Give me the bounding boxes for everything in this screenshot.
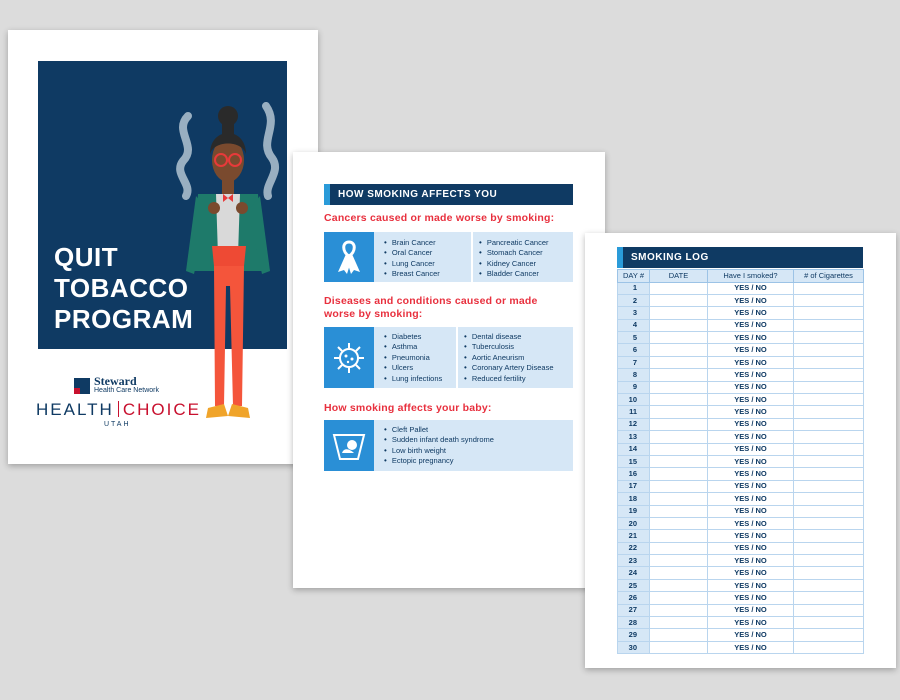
date-cell[interactable] bbox=[650, 332, 708, 344]
smoked-cell[interactable]: YES / NO bbox=[708, 394, 794, 406]
cigarettes-cell[interactable] bbox=[794, 356, 864, 368]
list-item: • Breast Cancer bbox=[384, 269, 440, 279]
table-row bbox=[618, 381, 864, 393]
cigarettes-cell[interactable] bbox=[794, 332, 864, 344]
day-number: 8 bbox=[618, 369, 650, 381]
smoked-cell[interactable]: YES / NO bbox=[708, 555, 794, 567]
cigarettes-cell[interactable] bbox=[794, 629, 864, 641]
list-item: • Pneumonia bbox=[384, 353, 442, 363]
table-row bbox=[618, 443, 864, 455]
cigarettes-cell[interactable] bbox=[794, 530, 864, 542]
date-cell[interactable] bbox=[650, 344, 708, 356]
table-row bbox=[618, 356, 864, 368]
smoked-cell[interactable]: YES / NO bbox=[708, 369, 794, 381]
log-header bbox=[617, 247, 863, 268]
list-item: • Reduced fertility bbox=[464, 374, 554, 384]
day-number: 27 bbox=[618, 604, 650, 616]
brand-state: UTAH bbox=[104, 421, 131, 428]
cigarettes-cell[interactable] bbox=[794, 394, 864, 406]
day-number: 23 bbox=[618, 555, 650, 567]
date-cell[interactable] bbox=[650, 517, 708, 529]
date-cell[interactable] bbox=[650, 505, 708, 517]
table-row bbox=[618, 517, 864, 529]
table-row bbox=[618, 641, 864, 653]
day-number: 14 bbox=[618, 443, 650, 455]
smoked-cell[interactable]: YES / NO bbox=[708, 319, 794, 331]
day-number: 2 bbox=[618, 294, 650, 306]
cigarettes-cell[interactable] bbox=[794, 542, 864, 554]
date-cell[interactable] bbox=[650, 641, 708, 653]
cover-page bbox=[8, 30, 318, 464]
table-row bbox=[618, 617, 864, 629]
smoked-cell[interactable]: YES / NO bbox=[708, 542, 794, 554]
list-item: • Brain Cancer bbox=[384, 238, 440, 248]
day-number: 22 bbox=[618, 542, 650, 554]
day-number: 13 bbox=[618, 431, 650, 443]
date-cell[interactable] bbox=[650, 418, 708, 430]
brand-health: HEALTH bbox=[36, 400, 114, 419]
smoked-cell[interactable]: YES / NO bbox=[708, 629, 794, 641]
list-item: • Oral Cancer bbox=[384, 248, 440, 258]
day-number: 9 bbox=[618, 381, 650, 393]
cigarettes-cell[interactable] bbox=[794, 418, 864, 430]
section-heading: Diseases and conditions caused or made worse by smoking: bbox=[324, 295, 538, 320]
table-row bbox=[618, 505, 864, 517]
smoked-cell[interactable]: YES / NO bbox=[708, 604, 794, 616]
ribbon-icon bbox=[324, 232, 374, 282]
table-row bbox=[618, 629, 864, 641]
date-cell[interactable] bbox=[650, 369, 708, 381]
table-row bbox=[618, 493, 864, 505]
date-cell[interactable] bbox=[650, 282, 708, 294]
smoked-cell[interactable]: YES / NO bbox=[708, 468, 794, 480]
health-choice-logo bbox=[36, 400, 201, 420]
cigarettes-cell[interactable] bbox=[794, 344, 864, 356]
diseases-box bbox=[324, 327, 573, 388]
baby-box bbox=[324, 420, 573, 471]
smoked-cell[interactable]: YES / NO bbox=[708, 294, 794, 306]
cigarettes-cell[interactable] bbox=[794, 431, 864, 443]
log-header-label: SMOKING LOG bbox=[631, 252, 709, 263]
smoked-cell[interactable]: YES / NO bbox=[708, 505, 794, 517]
day-number: 30 bbox=[618, 641, 650, 653]
cancer-list-1 bbox=[384, 238, 440, 280]
cigarettes-cell[interactable] bbox=[794, 406, 864, 418]
day-number: 3 bbox=[618, 307, 650, 319]
day-number: 19 bbox=[618, 505, 650, 517]
table-row bbox=[618, 431, 864, 443]
list-item: • Kidney Cancer bbox=[479, 259, 549, 269]
cigarettes-cell[interactable] bbox=[794, 604, 864, 616]
cigarettes-cell[interactable] bbox=[794, 319, 864, 331]
table-row bbox=[618, 418, 864, 430]
smoked-cell[interactable]: YES / NO bbox=[708, 307, 794, 319]
date-cell[interactable] bbox=[650, 319, 708, 331]
date-cell[interactable] bbox=[650, 530, 708, 542]
list-item: • Lung Cancer bbox=[384, 259, 440, 269]
smoked-cell[interactable]: YES / NO bbox=[708, 493, 794, 505]
list-item: • Coronary Artery Disease bbox=[464, 363, 554, 373]
smoked-cell[interactable]: YES / NO bbox=[708, 517, 794, 529]
list-item: • Low birth weight bbox=[384, 446, 494, 456]
table-row bbox=[618, 344, 864, 356]
table-row bbox=[618, 530, 864, 542]
date-cell[interactable] bbox=[650, 567, 708, 579]
date-cell[interactable] bbox=[650, 294, 708, 306]
day-number: 5 bbox=[618, 332, 650, 344]
smoked-cell[interactable]: YES / NO bbox=[708, 356, 794, 368]
smoking-log-table bbox=[617, 269, 864, 654]
list-item: • Cleft Pallet bbox=[384, 425, 494, 435]
list-item: • Ulcers bbox=[384, 363, 442, 373]
smoked-cell[interactable]: YES / NO bbox=[708, 641, 794, 653]
day-number: 29 bbox=[618, 629, 650, 641]
cigarettes-cell[interactable] bbox=[794, 455, 864, 467]
day-number: 17 bbox=[618, 480, 650, 492]
list-item: • Dental disease bbox=[464, 332, 554, 342]
day-number: 20 bbox=[618, 517, 650, 529]
table-row bbox=[618, 406, 864, 418]
smoked-cell[interactable]: YES / NO bbox=[708, 567, 794, 579]
day-number: 21 bbox=[618, 530, 650, 542]
day-number: 12 bbox=[618, 418, 650, 430]
date-cell[interactable] bbox=[650, 455, 708, 467]
date-cell[interactable] bbox=[650, 406, 708, 418]
table-row bbox=[618, 604, 864, 616]
column-header: DAY # bbox=[618, 270, 650, 283]
smoked-cell[interactable]: YES / NO bbox=[708, 332, 794, 344]
section-heading: Cancers caused or made worse by smoking: bbox=[324, 212, 555, 224]
date-cell[interactable] bbox=[650, 493, 708, 505]
date-cell[interactable] bbox=[650, 443, 708, 455]
log-page bbox=[585, 233, 896, 668]
cigarettes-cell[interactable] bbox=[794, 307, 864, 319]
brand-choice: CHOICE bbox=[122, 400, 201, 419]
day-number: 4 bbox=[618, 319, 650, 331]
table-row bbox=[618, 567, 864, 579]
smoked-cell[interactable]: YES / NO bbox=[708, 592, 794, 604]
table-row bbox=[618, 579, 864, 591]
cigarettes-cell[interactable] bbox=[794, 517, 864, 529]
cigarettes-cell[interactable] bbox=[794, 480, 864, 492]
date-cell[interactable] bbox=[650, 617, 708, 629]
info-page bbox=[293, 152, 605, 588]
cigarettes-cell[interactable] bbox=[794, 369, 864, 381]
cancers-box bbox=[324, 232, 573, 282]
date-cell[interactable] bbox=[650, 381, 708, 393]
date-cell[interactable] bbox=[650, 468, 708, 480]
cigarettes-cell[interactable] bbox=[794, 592, 864, 604]
date-cell[interactable] bbox=[650, 604, 708, 616]
date-cell[interactable] bbox=[650, 592, 708, 604]
column-header: DATE bbox=[650, 270, 708, 283]
section-heading: How smoking affects your baby: bbox=[324, 402, 492, 414]
day-number: 6 bbox=[618, 344, 650, 356]
table-row bbox=[618, 455, 864, 467]
smoked-cell[interactable]: YES / NO bbox=[708, 282, 794, 294]
column-header: Have I smoked? bbox=[708, 270, 794, 283]
steward-logo bbox=[74, 376, 159, 396]
cigarettes-cell[interactable] bbox=[794, 381, 864, 393]
smoked-cell[interactable]: YES / NO bbox=[708, 443, 794, 455]
date-cell[interactable] bbox=[650, 555, 708, 567]
smoked-cell[interactable]: YES / NO bbox=[708, 344, 794, 356]
table-row bbox=[618, 294, 864, 306]
cigarettes-cell[interactable] bbox=[794, 505, 864, 517]
table-row bbox=[618, 592, 864, 604]
day-number: 28 bbox=[618, 617, 650, 629]
date-cell[interactable] bbox=[650, 394, 708, 406]
cigarettes-cell[interactable] bbox=[794, 579, 864, 591]
date-cell[interactable] bbox=[650, 307, 708, 319]
cancer-list-2 bbox=[479, 238, 549, 280]
list-item: • Ectopic pregnancy bbox=[384, 456, 494, 466]
cigarettes-cell[interactable] bbox=[794, 617, 864, 629]
list-item: • Stomach Cancer bbox=[479, 248, 549, 258]
cigarettes-cell[interactable] bbox=[794, 294, 864, 306]
table-row bbox=[618, 369, 864, 381]
day-number: 25 bbox=[618, 579, 650, 591]
list-item: • Bladder Cancer bbox=[479, 269, 549, 279]
steward-subtitle: Health Care Network bbox=[94, 387, 159, 394]
smoked-cell[interactable]: YES / NO bbox=[708, 530, 794, 542]
ultrasound-icon bbox=[324, 420, 374, 471]
cigarettes-cell[interactable] bbox=[794, 282, 864, 294]
cigarettes-cell[interactable] bbox=[794, 567, 864, 579]
baby-list bbox=[384, 425, 494, 467]
smoked-cell[interactable]: YES / NO bbox=[708, 480, 794, 492]
day-number: 11 bbox=[618, 406, 650, 418]
disease-list-1 bbox=[384, 332, 442, 384]
table-row bbox=[618, 332, 864, 344]
cover-title-line: PROGRAM bbox=[54, 304, 194, 334]
table-row bbox=[618, 555, 864, 567]
smoked-cell[interactable]: YES / NO bbox=[708, 381, 794, 393]
day-number: 10 bbox=[618, 394, 650, 406]
steward-mark-icon bbox=[74, 378, 90, 394]
smoked-cell[interactable]: YES / NO bbox=[708, 455, 794, 467]
list-item: • Diabetes bbox=[384, 332, 442, 342]
table-row bbox=[618, 480, 864, 492]
day-number: 7 bbox=[618, 356, 650, 368]
virus-icon bbox=[324, 327, 374, 388]
cover-title-line: TOBACCO bbox=[54, 273, 189, 303]
date-cell[interactable] bbox=[650, 542, 708, 554]
list-item: • Lung infections bbox=[384, 374, 442, 384]
smoked-cell[interactable]: YES / NO bbox=[708, 406, 794, 418]
list-item: • Aortic Aneurism bbox=[464, 353, 554, 363]
cigarettes-cell[interactable] bbox=[794, 641, 864, 653]
day-number: 15 bbox=[618, 455, 650, 467]
cigarettes-cell[interactable] bbox=[794, 468, 864, 480]
list-item: • Asthma bbox=[384, 342, 442, 352]
date-cell[interactable] bbox=[650, 629, 708, 641]
disease-list-2 bbox=[464, 332, 554, 384]
cover-title-line: QUIT bbox=[54, 242, 119, 272]
woman-illustration bbox=[168, 96, 288, 436]
cigarettes-cell[interactable] bbox=[794, 493, 864, 505]
table-row bbox=[618, 468, 864, 480]
date-cell[interactable] bbox=[650, 480, 708, 492]
table-row bbox=[618, 307, 864, 319]
column-header: # of Cigarettes bbox=[794, 270, 864, 283]
table-row bbox=[618, 394, 864, 406]
list-item: • Sudden infant death syndrome bbox=[384, 435, 494, 445]
day-number: 24 bbox=[618, 567, 650, 579]
date-cell[interactable] bbox=[650, 431, 708, 443]
day-number: 26 bbox=[618, 592, 650, 604]
cigarettes-cell[interactable] bbox=[794, 555, 864, 567]
smoked-cell[interactable]: YES / NO bbox=[708, 431, 794, 443]
info-header bbox=[324, 184, 573, 205]
date-cell[interactable] bbox=[650, 356, 708, 368]
day-number: 1 bbox=[618, 282, 650, 294]
cigarettes-cell[interactable] bbox=[794, 443, 864, 455]
table-row bbox=[618, 542, 864, 554]
smoked-cell[interactable]: YES / NO bbox=[708, 418, 794, 430]
steward-name: Steward bbox=[94, 374, 137, 388]
list-item: • Pancreatic Cancer bbox=[479, 238, 549, 248]
day-number: 16 bbox=[618, 468, 650, 480]
list-item: • Tuberculosis bbox=[464, 342, 554, 352]
smoked-cell[interactable]: YES / NO bbox=[708, 579, 794, 591]
day-number: 18 bbox=[618, 493, 650, 505]
table-row bbox=[618, 282, 864, 294]
brand-divider bbox=[118, 401, 119, 417]
table-row bbox=[618, 319, 864, 331]
smoked-cell[interactable]: YES / NO bbox=[708, 617, 794, 629]
date-cell[interactable] bbox=[650, 579, 708, 591]
info-header-label: HOW SMOKING AFFECTS YOU bbox=[338, 189, 498, 200]
